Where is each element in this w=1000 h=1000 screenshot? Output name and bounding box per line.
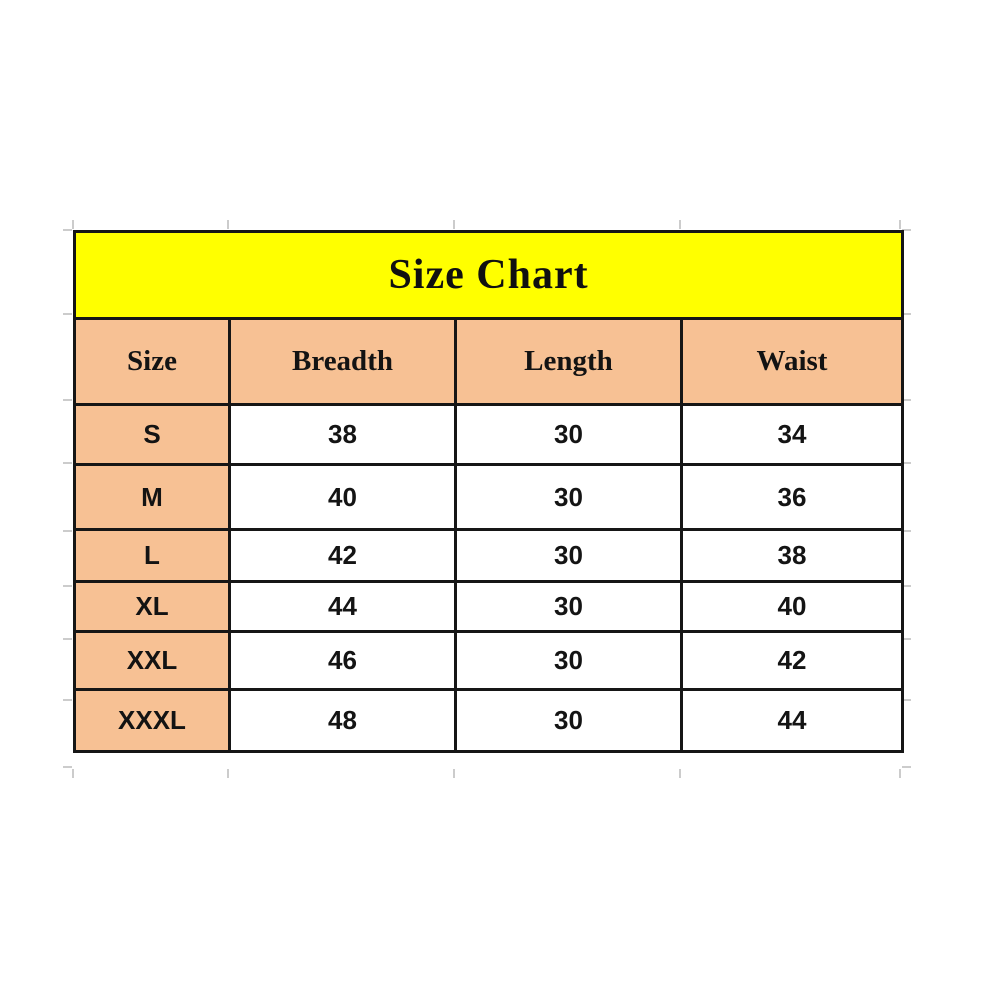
gridline-stub [63,229,72,231]
gridline-stub [902,766,911,768]
waist-value-cell: 40 [682,582,903,632]
size-chart-table [73,230,904,753]
waist-value-cell: 34 [682,405,903,465]
row-label-xl: XL [75,582,230,632]
table-row-xl [75,582,903,632]
breadth-value-cell: 44 [230,582,456,632]
table-row-m [75,465,903,530]
gridline-stub [63,766,72,768]
length-value-cell: 30 [456,465,682,530]
gridline-stub [63,699,72,701]
gridline-stub [63,313,72,315]
gridline-stub [899,220,901,229]
breadth-value-cell: 42 [230,530,456,582]
gridline-stub [453,769,455,778]
gridline-stub [899,769,901,778]
column-header-breadth: Breadth [230,319,456,405]
waist-value-cell: 42 [682,632,903,690]
breadth-value-cell: 38 [230,405,456,465]
length-value-cell: 30 [456,530,682,582]
waist-value-cell: 44 [682,690,903,752]
title-row [75,232,903,319]
row-label-l: L [75,530,230,582]
gridline-stub [72,769,74,778]
gridline-stub [63,462,72,464]
length-value-cell: 30 [456,405,682,465]
table-row-s [75,405,903,465]
column-header-length: Length [456,319,682,405]
waist-value-cell: 36 [682,465,903,530]
gridline-stub [453,220,455,229]
gridline-stub [63,585,72,587]
gridline-stub [679,220,681,229]
breadth-value-cell: 48 [230,690,456,752]
table-title: Size Chart [75,232,903,319]
row-label-s: S [75,405,230,465]
gridline-stub [72,220,74,229]
table-row-xxxl [75,690,903,752]
column-header-waist: Waist [682,319,903,405]
row-label-xxl: XXL [75,632,230,690]
gridline-stub [679,769,681,778]
table-row-l [75,530,903,582]
gridline-stub [63,530,72,532]
waist-value-cell: 38 [682,530,903,582]
breadth-value-cell: 46 [230,632,456,690]
row-label-m: M [75,465,230,530]
breadth-value-cell: 40 [230,465,456,530]
length-value-cell: 30 [456,582,682,632]
length-value-cell: 30 [456,632,682,690]
table-row-xxl [75,632,903,690]
gridline-stub [227,220,229,229]
length-value-cell: 30 [456,690,682,752]
header-row [75,319,903,405]
gridline-stub [63,638,72,640]
gridline-stub [63,399,72,401]
gridline-stub [227,769,229,778]
row-label-xxxl: XXXL [75,690,230,752]
column-header-size: Size [75,319,230,405]
